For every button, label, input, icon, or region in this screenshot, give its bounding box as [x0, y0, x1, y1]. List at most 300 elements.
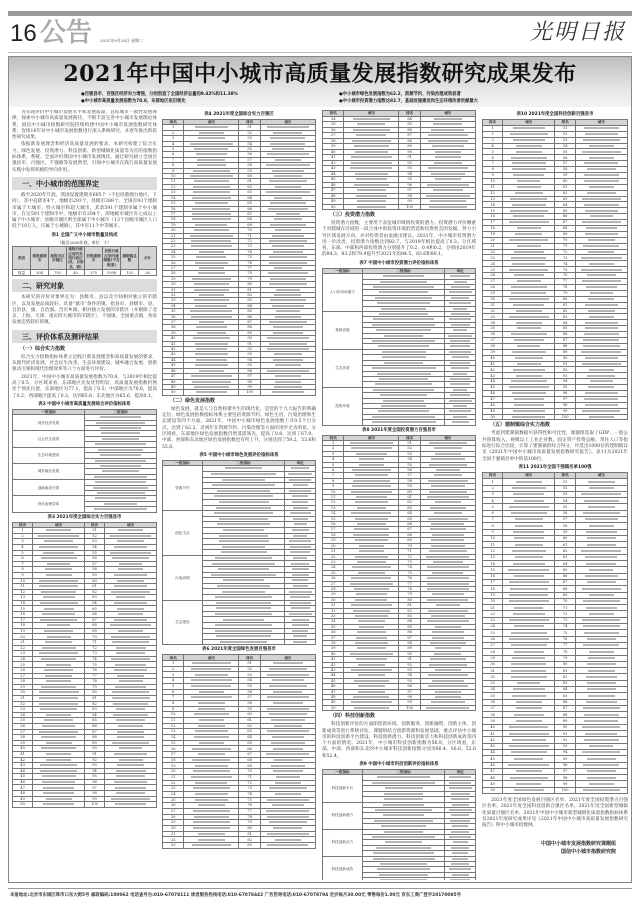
unreadable-text	[195, 305, 227, 307]
table-cell: 19	[323, 538, 344, 543]
table-cell: 67	[555, 220, 575, 226]
unreadable-text	[589, 613, 614, 615]
table-cell	[260, 163, 315, 168]
table-cell	[33, 600, 85, 606]
table-cell: 65	[555, 208, 575, 214]
indicator-category: 投资环境	[323, 387, 363, 425]
table-cell: 18	[163, 757, 184, 763]
unreadable-text	[588, 298, 614, 300]
unreadable-text	[589, 783, 614, 785]
table-cell: 19	[483, 231, 503, 237]
unreadable-text	[292, 624, 309, 626]
table-cell: 95	[84, 774, 104, 780]
table-cell: 97	[555, 396, 575, 402]
unreadable-text	[216, 607, 271, 609]
unreadable-text	[46, 664, 71, 666]
table-cell: 3	[163, 672, 184, 678]
table-9	[322, 769, 476, 880]
unreadable-text	[508, 569, 549, 571]
unreadable-text	[510, 210, 548, 212]
unreadable-text	[449, 318, 471, 320]
table-cell: 21	[483, 243, 503, 249]
table-5	[162, 460, 316, 646]
table-cell: 80	[555, 296, 575, 302]
table-cell: 40	[163, 336, 184, 341]
table-cell: 7	[163, 695, 184, 701]
unreadable-text	[582, 588, 621, 590]
unreadable-text	[581, 550, 621, 552]
table-row	[323, 705, 476, 710]
table-cell: 83	[555, 680, 575, 686]
unreadable-text	[195, 202, 228, 204]
table-cell: 92	[555, 367, 575, 373]
table-cell	[105, 690, 157, 696]
unreadable-text	[428, 140, 467, 142]
table-cell: 12	[163, 723, 184, 729]
unreadable-text	[117, 764, 143, 766]
table-cell: 47	[13, 785, 33, 791]
unreadable-text	[379, 378, 429, 380]
table-cell: 43	[483, 743, 503, 749]
table-header: 城市	[260, 120, 315, 125]
table-header: 排名	[399, 435, 420, 440]
table-cell	[420, 608, 475, 613]
table-cell	[184, 678, 239, 684]
table-header: 单位	[285, 460, 316, 466]
table-4	[162, 119, 316, 396]
table-cell: 59	[239, 706, 260, 712]
table-cell: 25	[13, 662, 33, 668]
table-cell	[344, 204, 399, 210]
table-cell	[344, 705, 399, 710]
unreadable-text	[275, 229, 301, 231]
unreadable-text	[509, 386, 548, 388]
unreadable-text	[428, 685, 468, 687]
unreadable-text	[110, 552, 150, 554]
table-cell: 4	[483, 498, 503, 504]
unreadable-text	[431, 523, 464, 525]
unreadable-text	[118, 613, 142, 615]
unreadable-text	[355, 474, 387, 476]
table-cell: 9	[483, 173, 503, 179]
unreadable-text	[589, 594, 614, 596]
unreadable-text	[589, 186, 614, 188]
unreadable-text	[222, 479, 265, 481]
unreadable-text	[215, 596, 272, 598]
table-cell: 52	[84, 533, 104, 539]
table-cell: 25	[163, 797, 184, 803]
unreadable-text	[193, 821, 229, 823]
unreadable-text	[382, 356, 426, 358]
unreadable-text	[452, 825, 468, 827]
unreadable-text	[193, 191, 230, 193]
unreadable-text	[428, 518, 467, 520]
unreadable-text	[451, 324, 470, 326]
unreadable-text	[111, 636, 150, 638]
unreadable-text	[453, 405, 467, 407]
unreadable-text	[585, 210, 618, 212]
table-cell: 67	[555, 579, 575, 585]
unreadable-text	[112, 697, 150, 699]
headline-bullet: ●中小城市投资潜力指数达82.7，基础设施建设和生态环境改善贡献最大	[339, 99, 478, 104]
unreadable-text	[516, 770, 541, 772]
unreadable-text	[510, 133, 548, 135]
table-cell: 84	[399, 619, 420, 624]
table-header: 地级市区市辖区	[49, 247, 67, 270]
table-cell: 81	[239, 287, 260, 292]
table-cell: 49	[323, 199, 344, 205]
unreadable-text	[269, 821, 307, 823]
unreadable-text	[289, 591, 312, 593]
unreadable-text	[510, 588, 547, 590]
table-cell: 29	[323, 592, 344, 597]
table-cell: 12	[13, 589, 33, 595]
table-cell: 11	[163, 717, 184, 723]
unreadable-text	[514, 404, 543, 406]
table-cell: 83	[555, 314, 575, 320]
unreadable-text	[116, 775, 145, 777]
table-header: 县级建制市	[85, 247, 103, 270]
table-cell: 3	[483, 137, 503, 143]
unreadable-text	[354, 680, 389, 682]
table-cell: 29	[163, 276, 184, 281]
table-cell: 89	[399, 646, 420, 651]
unreadable-text	[581, 269, 622, 271]
unreadable-text	[217, 585, 270, 587]
unreadable-text	[293, 557, 307, 559]
table-cell	[420, 554, 475, 559]
table-cell: 62	[555, 548, 575, 554]
indicator-category: 现代治理效率	[13, 496, 85, 512]
unreadable-text	[274, 725, 302, 727]
unreadable-text	[100, 454, 140, 456]
table-cell	[420, 705, 475, 710]
unreadable-text	[44, 719, 72, 721]
table-cell: 71	[399, 549, 420, 554]
table	[322, 110, 476, 210]
unreadable-text	[198, 702, 224, 704]
unreadable-text	[509, 726, 548, 728]
unreadable-text	[192, 662, 231, 664]
unreadable-text	[293, 535, 307, 537]
unreadable-text	[428, 610, 469, 612]
unreadable-text	[98, 449, 142, 451]
credit-line: 中国中小城市发展指数研究课题组	[540, 840, 616, 847]
table-cell: 46	[323, 182, 344, 188]
table-cell: 36	[163, 314, 184, 319]
table-cell	[260, 752, 315, 758]
table-cell: 88	[555, 712, 575, 718]
unreadable-text	[223, 619, 265, 621]
unreadable-text	[290, 551, 309, 553]
unreadable-text	[195, 765, 229, 767]
unreadable-text	[215, 630, 272, 632]
unreadable-text	[378, 345, 430, 347]
table-cell: 22	[323, 554, 344, 559]
unreadable-text	[383, 804, 424, 806]
unreadable-text	[191, 245, 232, 247]
table-cell: 23	[13, 651, 33, 657]
unreadable-text	[515, 518, 543, 520]
table-cell: 5	[483, 504, 503, 510]
table-cell: 16	[483, 573, 503, 579]
unreadable-text	[451, 847, 469, 849]
unreadable-text	[588, 251, 614, 253]
unreadable-text	[266, 753, 309, 755]
table-cell: 74	[555, 624, 575, 630]
unreadable-text	[292, 630, 308, 632]
table-cell: 11	[483, 184, 503, 190]
unreadable-text	[269, 262, 308, 264]
table-cell	[202, 483, 285, 489]
unreadable-text	[511, 257, 546, 259]
table-cell: 24	[163, 791, 184, 797]
unreadable-text	[451, 793, 470, 795]
table-cell: 64	[399, 511, 420, 516]
unreadable-text	[517, 180, 540, 182]
table-cell: 44	[323, 673, 344, 678]
unreadable-text	[223, 529, 264, 531]
unreadable-text	[583, 625, 621, 627]
unreadable-text	[380, 863, 427, 865]
table-cell	[503, 314, 555, 320]
table-header: 建制镇总数	[121, 247, 139, 270]
table-title: 表4 2021年度全国综合实力百强区	[204, 112, 274, 117]
table-cell: 12	[483, 548, 503, 554]
table-cell: 95	[399, 177, 420, 183]
table-cell: 77	[555, 279, 575, 285]
unreadable-text	[378, 410, 429, 412]
unreadable-text	[435, 151, 460, 153]
table-cell: 37	[323, 133, 344, 139]
table-cell: 94	[555, 379, 575, 385]
table-cell: 93	[84, 763, 104, 769]
unreadable-text	[511, 644, 547, 646]
unreadable-text	[584, 174, 619, 176]
unreadable-text	[450, 345, 470, 347]
table-cell	[33, 707, 85, 713]
unreadable-text	[199, 251, 224, 253]
unreadable-text	[582, 619, 620, 621]
table-cell: 92	[399, 160, 420, 166]
table-cell	[33, 763, 85, 769]
table-cell: 52	[555, 131, 575, 137]
table-cell: 13	[323, 505, 344, 510]
unreadable-text	[359, 545, 384, 547]
unreadable-text	[191, 668, 231, 670]
table-header: 城市	[420, 435, 475, 440]
table-cell: 62	[239, 184, 260, 189]
unreadable-text	[452, 852, 468, 854]
table-cell: 53	[555, 491, 575, 497]
unreadable-text	[587, 682, 616, 684]
unreadable-text	[431, 173, 465, 175]
table-cell	[33, 768, 85, 774]
table-cell: 82	[239, 293, 260, 298]
table-cell: 64	[84, 600, 104, 606]
unreadable-text	[46, 759, 71, 761]
table-cell: 60	[84, 578, 104, 584]
table-cell: 76	[84, 668, 104, 674]
table-cell: 49	[13, 796, 33, 802]
table-cell	[344, 565, 399, 570]
unreadable-text	[357, 523, 385, 525]
indicator-category: 现代经济发展	[13, 415, 85, 431]
table-cell	[445, 420, 476, 425]
table-cell	[575, 787, 627, 793]
unreadable-text	[357, 123, 385, 125]
unreadable-text	[450, 340, 470, 342]
table-cell	[344, 651, 399, 656]
table-cell: 91	[239, 341, 260, 346]
table-cell	[285, 488, 316, 494]
table-cell	[503, 267, 555, 273]
unreadable-text	[352, 140, 392, 142]
unreadable-text	[199, 691, 225, 693]
unreadable-text	[41, 736, 76, 738]
table-cell: 2	[163, 666, 184, 672]
unreadable-text	[511, 663, 546, 665]
unreadable-text	[350, 442, 393, 444]
unreadable-text	[517, 327, 541, 329]
table-cell: 1	[483, 479, 503, 485]
unreadable-text	[383, 400, 424, 402]
table-cell	[344, 468, 399, 473]
unreadable-text	[588, 506, 616, 508]
table-cell: 81	[555, 302, 575, 308]
unreadable-text	[46, 529, 70, 531]
unreadable-text	[42, 613, 74, 615]
table-cell	[184, 683, 239, 689]
unreadable-text	[426, 707, 469, 709]
table-row	[323, 204, 476, 210]
table-cell: 98	[84, 791, 104, 797]
unreadable-text	[114, 602, 147, 604]
table-cell: 63	[239, 190, 260, 195]
unreadable-text	[193, 186, 230, 188]
table-cell: 92	[399, 662, 420, 667]
unreadable-text	[119, 563, 142, 565]
unreadable-text	[587, 537, 617, 539]
unreadable-text	[586, 607, 617, 609]
table-cell: 71	[555, 243, 575, 249]
unreadable-text	[512, 695, 547, 697]
unreadable-text	[46, 714, 72, 716]
table-cell: 10	[13, 578, 33, 584]
unreadable-text	[293, 635, 307, 637]
unreadable-text	[431, 458, 465, 460]
table-cell: 100	[555, 414, 575, 420]
table-cell: 10	[323, 489, 344, 494]
unreadable-text	[509, 506, 549, 508]
unreadable-text	[274, 218, 302, 220]
unreadable-text	[372, 324, 435, 326]
unreadable-text	[272, 736, 303, 738]
table-cell: 3	[13, 539, 33, 545]
table-row	[323, 856, 476, 861]
table-cell: 68	[555, 586, 575, 592]
table-cell: 76	[239, 260, 260, 265]
unreadable-text	[583, 644, 619, 646]
table-cell: 51	[555, 125, 575, 131]
table-header: 单位	[445, 268, 476, 273]
indicator-category: 科技创新成效	[323, 856, 363, 880]
unreadable-text	[451, 798, 470, 800]
unreadable-text	[94, 508, 147, 510]
unreadable-text	[585, 392, 619, 394]
table-cell: 26	[483, 273, 503, 279]
table-cell: 51	[399, 440, 420, 445]
unreadable-text	[194, 289, 230, 291]
table-cell: 53	[399, 451, 420, 456]
unreadable-text	[384, 362, 423, 364]
table-cell: 97	[399, 188, 420, 194]
table-cell	[184, 695, 239, 701]
table-row	[323, 802, 476, 807]
unreadable-text	[39, 546, 77, 548]
column-1	[12, 110, 157, 880]
table-cell: 68	[239, 217, 260, 222]
unreadable-text	[435, 669, 461, 671]
table-cell: 40	[67, 270, 85, 276]
table-cell: 70	[555, 237, 575, 243]
unreadable-text	[584, 714, 619, 716]
table-cell: 2	[13, 533, 33, 539]
table-cell: 10	[483, 178, 503, 184]
unreadable-text	[428, 167, 469, 169]
table-cell: 12	[323, 500, 344, 505]
unreadable-text	[353, 129, 391, 131]
unreadable-text	[512, 263, 545, 265]
table-cell: 2	[323, 446, 344, 451]
table-cell: 94	[239, 357, 260, 362]
unreadable-text	[514, 339, 545, 341]
table-cell: 6	[483, 510, 503, 516]
unreadable-text	[43, 552, 74, 554]
table-cell: 43	[483, 373, 503, 379]
table	[322, 435, 476, 712]
table-cell	[85, 496, 157, 501]
table-cell: 59	[84, 572, 104, 578]
table-row	[163, 511, 316, 517]
unreadable-text	[191, 685, 231, 687]
table-cell: 4	[163, 678, 184, 684]
unreadable-text	[514, 789, 544, 791]
unreadable-text	[429, 464, 467, 466]
table-cell: 47	[323, 689, 344, 694]
table-cell: 17	[483, 579, 503, 585]
table-cell: 81	[239, 831, 260, 837]
table-cell	[420, 166, 475, 172]
table-cell: 96	[239, 368, 260, 373]
table-cell: 44	[483, 379, 503, 385]
unreadable-text	[272, 804, 304, 806]
table-cell: 74	[84, 656, 104, 662]
unreadable-text	[512, 739, 546, 741]
table-cell: 72	[84, 645, 104, 651]
unreadable-text	[194, 229, 229, 231]
table-cell: 4	[163, 141, 184, 146]
unreadable-text	[198, 839, 226, 841]
table-cell: 30	[163, 282, 184, 287]
unreadable-text	[449, 291, 472, 293]
unreadable-text	[273, 251, 303, 253]
table-cell	[85, 442, 157, 447]
table-cell	[420, 684, 475, 689]
unreadable-text	[292, 574, 309, 576]
table-cell: 74	[239, 249, 260, 254]
table-header: 排名	[239, 655, 260, 661]
